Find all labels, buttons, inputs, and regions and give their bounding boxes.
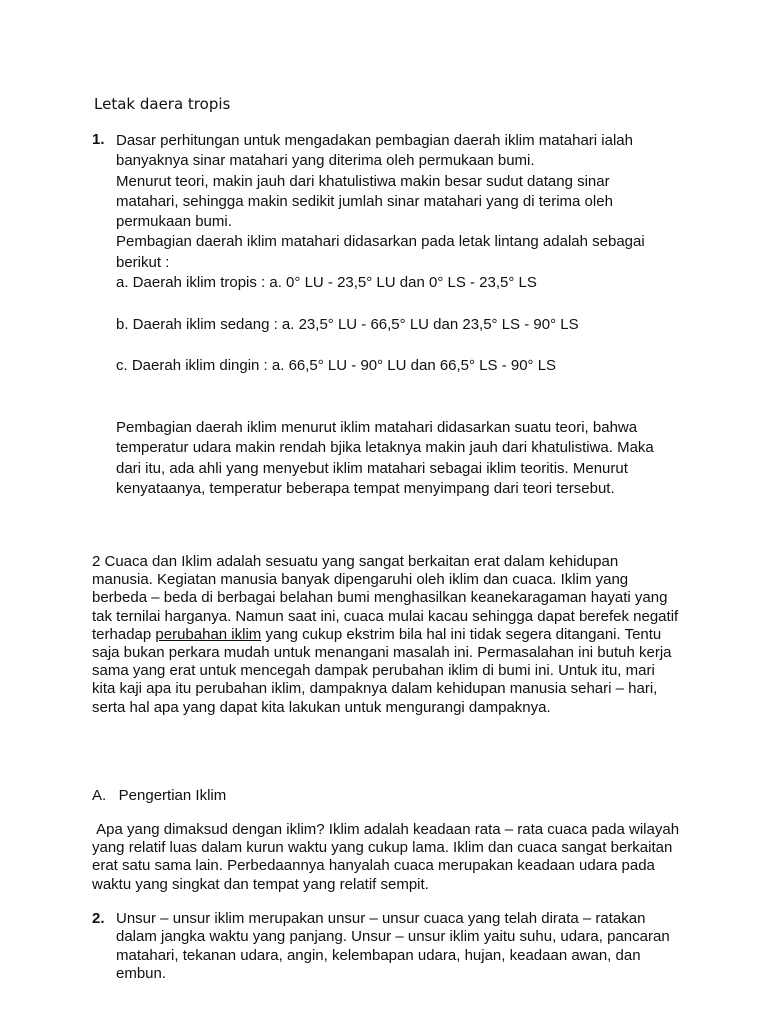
perubahan-iklim-link[interactable]: perubahan iklim bbox=[155, 625, 262, 643]
list-number-2: 2. bbox=[92, 910, 105, 927]
section-1-body bbox=[116, 131, 676, 293]
paragraph: Dasar perhitungan untuk mengadakan pembagian daerah iklim matahari ialah banyaknya sinar matahari yang diterima oleh permukaan bumi. bbox=[116, 132, 633, 170]
page-title: Letak daera tropis bbox=[94, 95, 231, 113]
paragraph: Menurut teori, makin jauh dari khatulistiwa makin besar sudut datang sinar matahari, sehingga makin sedikit jumlah sinar matahari yang di terima oleh permukaan bumi. bbox=[116, 172, 613, 231]
list-item: c. Daerah iklim dingin : a. 66,5° LU - 90° LU dan 66,5° LS - 90° LS bbox=[116, 357, 557, 374]
list-item: a. Daerah iklim tropis : a. 0° LU - 23,5° LU dan 0° LS - 23,5° LS bbox=[116, 274, 537, 292]
paragraph: Apa yang dimaksud dengan iklim? Iklim adalah keadaan rata – rata cuaca pada wilayah yang relatif luas dalam kurun waktu yang cukup lama. Iklim dan cuaca sangat berkaitan erat satu sama lain. Perbedaannya hanyalah cuaca merupakan keadaan udara pada waktu yang singkat dan tempat yang relatif sempit. bbox=[92, 821, 684, 893]
paragraph: Pembagian daerah iklim menurut iklim matahari didasarkan suatu teori, bahwa temperatur udara makin rendah bjika letaknya makin jauh dari khatulistiwa. Maka dari itu, ada ahli yang menyebut iklim matahari sebagai iklim teoritis. Menurut kenyataanya, temperatur beberapa tempat menyimpang dari teori tersebut. bbox=[116, 419, 654, 497]
paragraph: Pembagian daerah iklim matahari didasarkan pada letak lintang adalah sebagai berikut : bbox=[116, 233, 645, 271]
paragraph: Unsur – unsur iklim merupakan unsur – unsur cuaca yang telah dirata – ratakan dalam jangka waktu yang panjang. Unsur – unsur iklim yaitu suhu, udara, pancaran matahari, tekanan udara, angin, kelembapan udara, hujan, keadaan awan, dan embun. bbox=[116, 910, 670, 982]
section-a-heading: A. Pengertian Iklim bbox=[92, 787, 227, 804]
list-item: b. Daerah iklim sedang : a. 23,5° LU - 66,5° LU dan 23,5° LS - 90° LS bbox=[116, 316, 579, 333]
section-2-paragraph bbox=[92, 553, 682, 717]
text-run: 2 Cuaca dan Iklim adalah sesuatu yang sangat berkaitan erat dalam kehidupan manusia. Kegiatan manusia banyak dipengaruhi oleh iklim dan cuaca. Iklim yang berbeda – beda di berbagai belahan bumi menghasilkan keanekaragaman hayati yang tak ternilai harganya. Namun saat ini, cuaca mulai kacau sehingga dapat berefek negatif terhadap bbox=[92, 553, 679, 643]
list-number-1: 1. bbox=[92, 131, 105, 148]
text-run: yang cukup ekstrim bila hal ini tidak segera ditangani. Tentu saja bukan perkara mudah untuk menangani masalah ini. Permasalahan ini butuh kerja sama yang erat untuk mencegah dampak perubahan iklim di bumi ini. Untuk itu, mari kita kaji apa itu perubahan iklim, dampaknya dalam kehidupan manusia sehari – hari, serta hal apa yang dapat kita lakukan untuk mengurangi dampaknya. bbox=[92, 625, 672, 716]
